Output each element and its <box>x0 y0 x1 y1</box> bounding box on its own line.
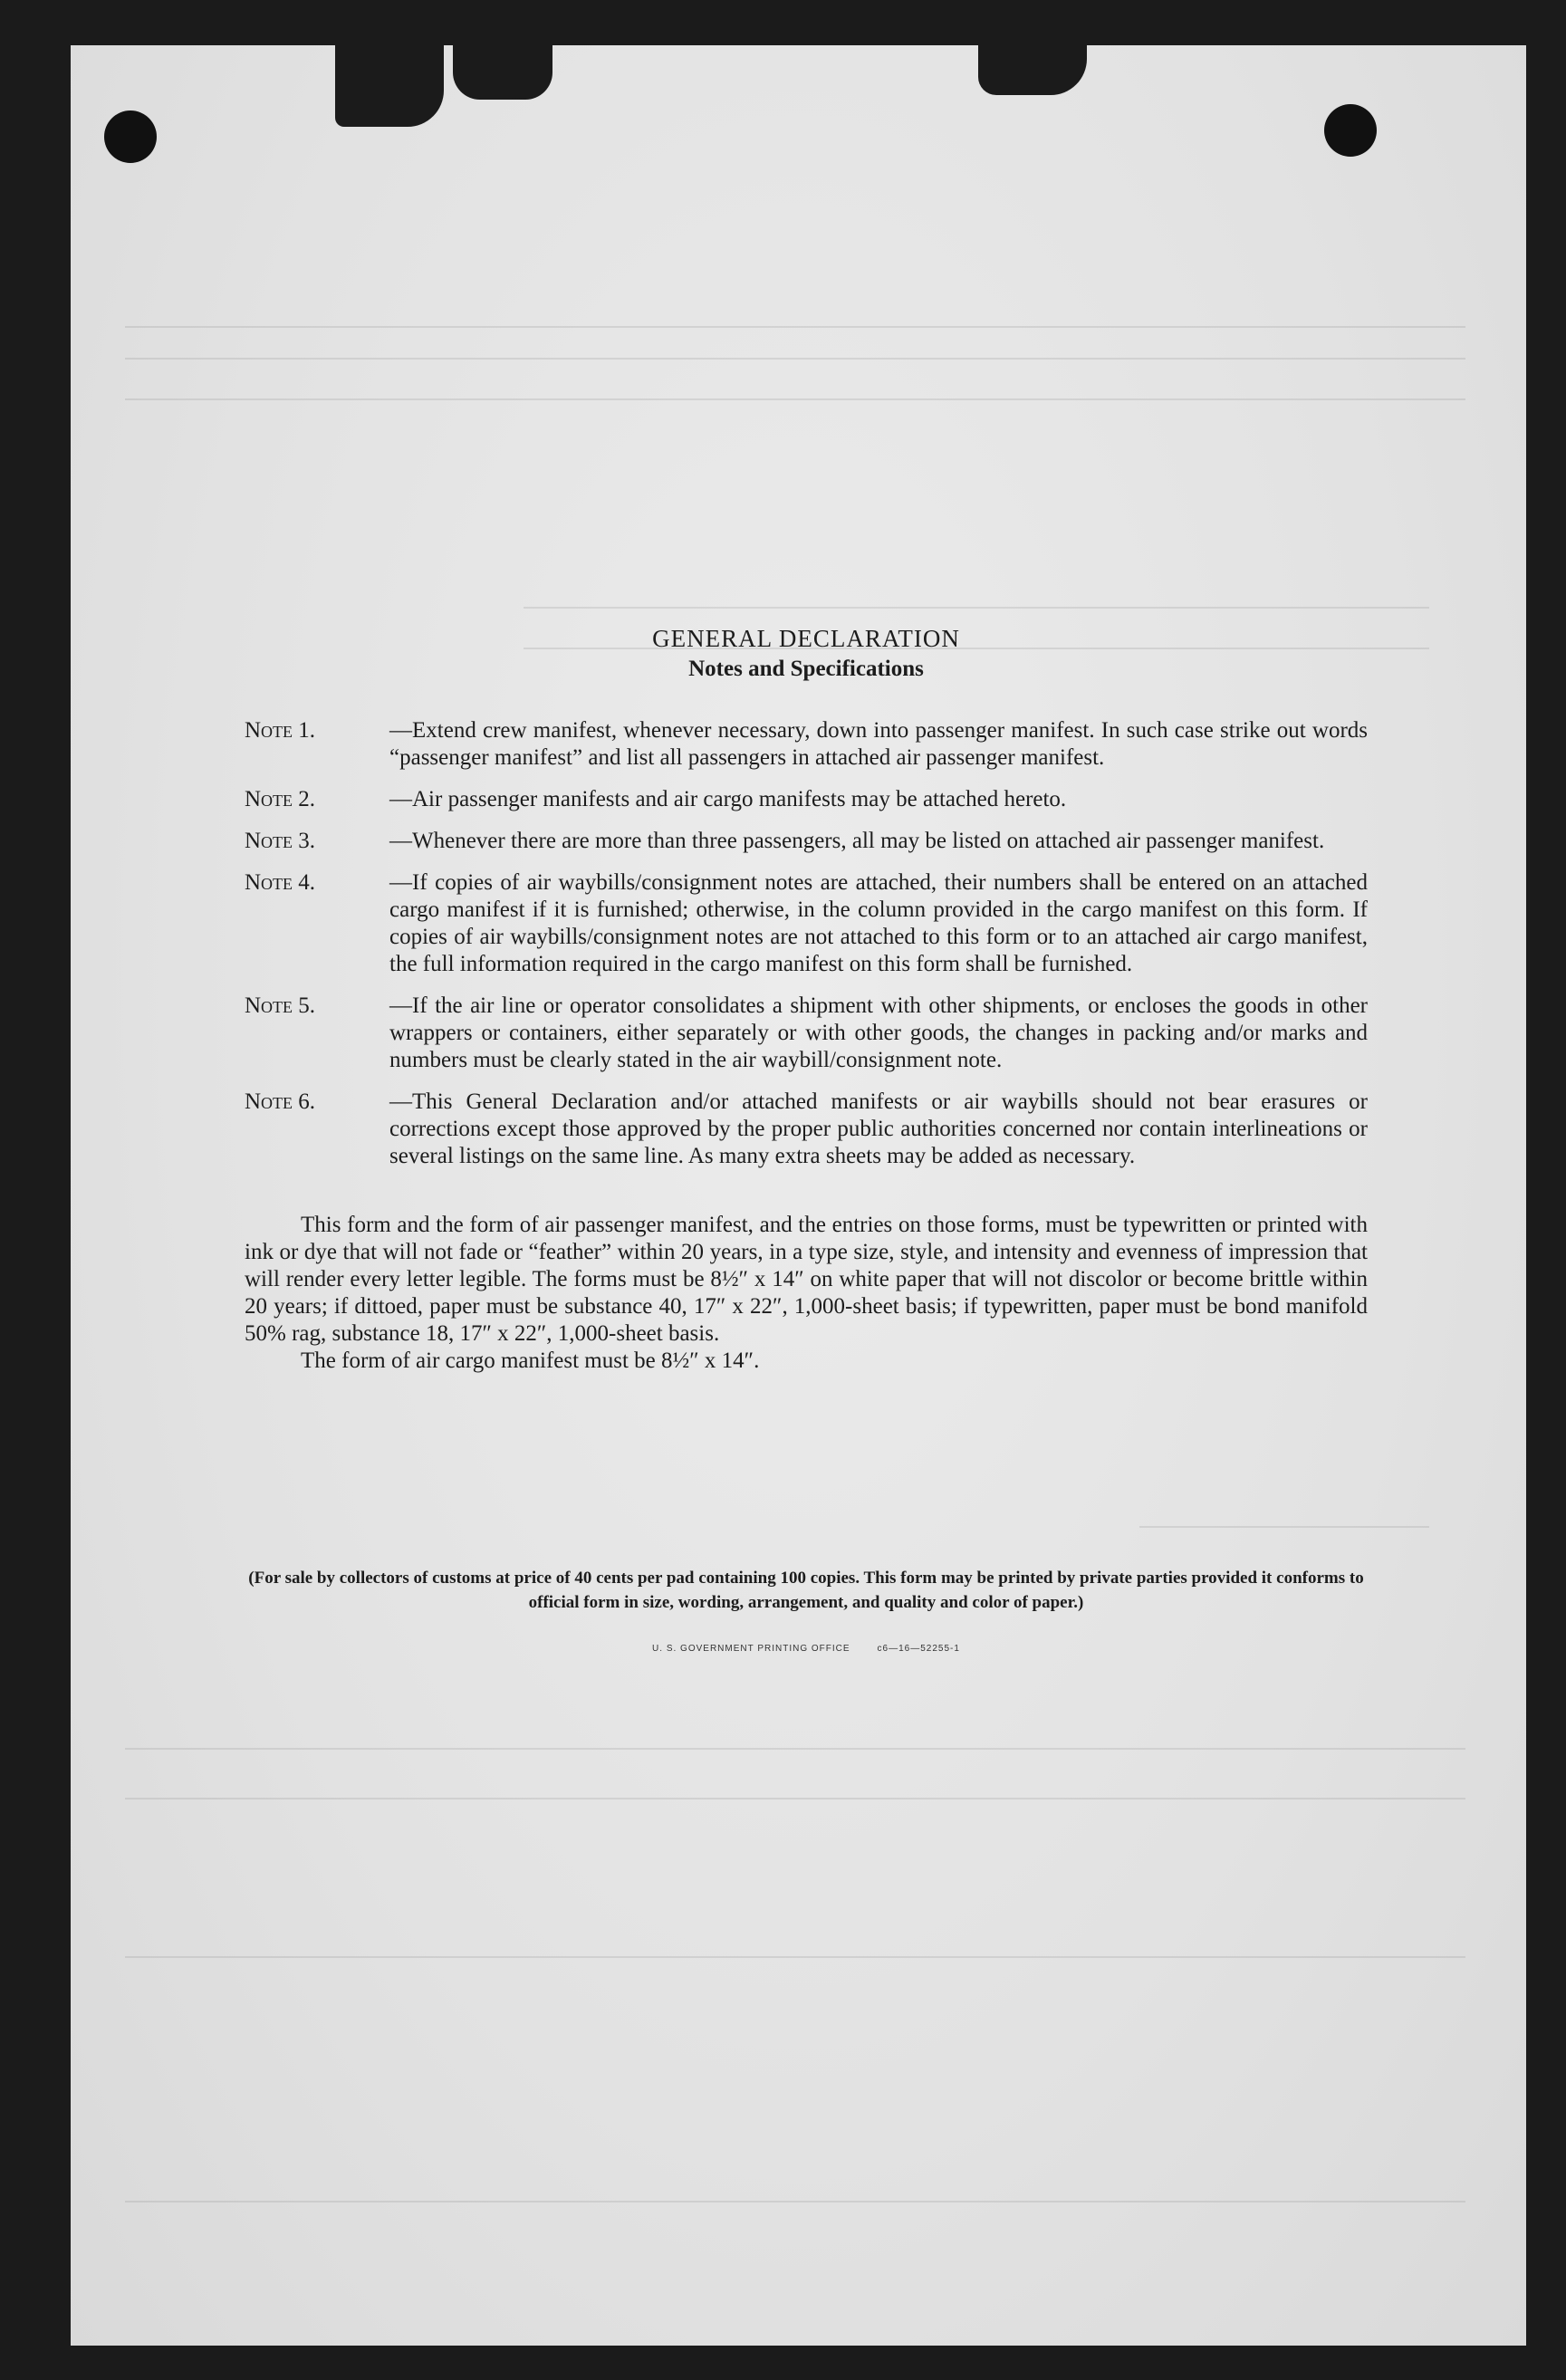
note-label: Note 5. <box>245 993 316 1018</box>
note-1 <box>245 717 1368 772</box>
note-text: —This General Declaration and/or attached manifests or air waybills should not bear erasures or corrections except those approved by the proper public authorities concerned nor contain interlineations or several listings on the same line. As many extra sheets may be added as necessary. <box>389 1089 1368 1168</box>
note-label: Note 4. <box>245 870 316 895</box>
note-2 <box>245 786 1368 813</box>
document-body <box>245 623 1368 1375</box>
note-text: —Whenever there are more than three passengers, all may be listed on attached air passenger manifest. <box>389 829 1325 853</box>
note-label: Note 3. <box>245 829 316 853</box>
note-3 <box>245 828 1368 855</box>
specifications-paragraph: This form and the form of air passenger manifest, and the entries on those forms, must be typewritten or printed with ink or dye that will not fade or “feather” within 20 years, in a type size, style, and intensity and evenness of impression that will render every letter legible. The forms must be 8½″ x 14″ on white paper that will not discolor or become brittle within 20 years; if dittoed, paper must be substance 40, 17″ x 22″, 1,000-sheet basis; if typewritten, paper must be bond manifold 50% rag, substance 18, 17″ x 22″, 1,000-sheet basis. <box>245 1213 1368 1346</box>
printing-office-name: U. S. GOVERNMENT PRINTING OFFICE <box>652 1644 850 1654</box>
torn-edge-center <box>453 45 552 100</box>
punch-hole-left <box>104 110 157 163</box>
torn-edge-left <box>335 45 444 127</box>
printing-office-line <box>245 1644 1368 1654</box>
note-4 <box>245 869 1368 978</box>
torn-edge-right <box>978 45 1087 95</box>
note-label: Note 1. <box>245 718 316 743</box>
document-subtitle: Notes and Specifications <box>688 657 924 681</box>
cargo-manifest-size-paragraph: The form of air cargo manifest must be 8½″ x 14″. <box>301 1348 760 1373</box>
print-code: c6—16—52255-1 <box>877 1644 960 1654</box>
note-text: —If the air line or operator consolidates a shipment with other shipments, or encloses the goods in other wrappers or containers, either separately or with other goods, the changes in packing and/or marks and numbers must be clearly stated in the air waybill/consignment note. <box>389 993 1368 1072</box>
note-label: Note 6. <box>245 1089 316 1114</box>
note-6 <box>245 1089 1368 1170</box>
punch-hole-right <box>1324 104 1377 157</box>
document-title: GENERAL DECLARATION <box>652 625 960 652</box>
note-text: —Extend crew manifest, whenever necessary, down into passenger manifest. In such case strike out words “passenger manifest” and list all passengers in attached air passenger manifest. <box>389 718 1368 770</box>
note-label: Note 2. <box>245 787 316 811</box>
note-5 <box>245 993 1368 1074</box>
note-text: —If copies of air waybills/consignment notes are attached, their numbers shall be entered on an attached cargo manifest if it is furnished; otherwise, in the column provided in the cargo manifest on this form. If copies of air waybills/consignment notes are not attached to this form or to an attached air cargo manifest, the full information required in the cargo manifest on this form shall be furnished. <box>389 870 1368 976</box>
sale-note: (For sale by collectors of customs at price of 40 cents per pad containing 100 copies. This form may be printed by private parties provided it conforms to official form in size, wording, arrangement, and quality and color of paper.) <box>248 1569 1364 1612</box>
note-text: —Air passenger manifests and air cargo manifests may be attached hereto. <box>389 787 1067 811</box>
